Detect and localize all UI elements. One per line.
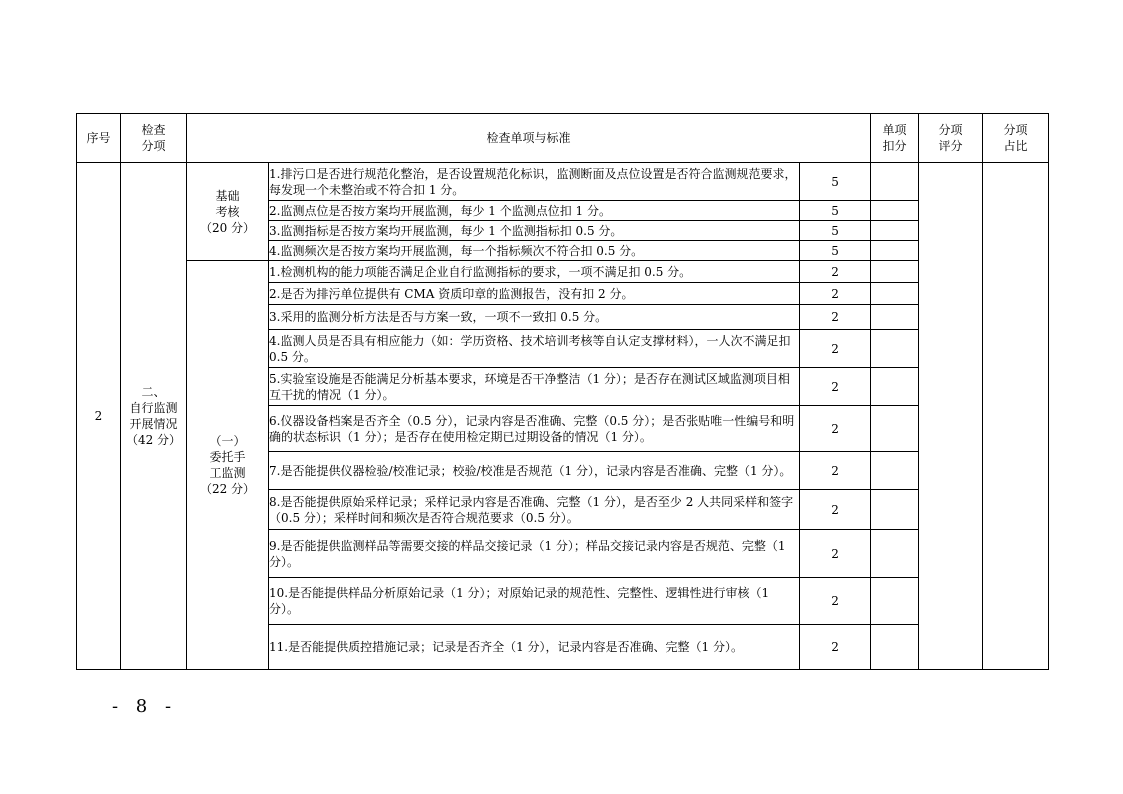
table-row xyxy=(77,163,1049,201)
item-text: 9.是否能提供监测样品等需要交接的样品交接记录（1 分）；样品交接记录内容是否规范、完整（1 分）。 xyxy=(269,530,800,578)
group-title-basic: 基础 考核 （20 分） xyxy=(187,163,269,261)
header-seq: 序号 xyxy=(77,114,121,163)
deduct-cell xyxy=(871,221,919,241)
item-text: 3.采用的监测分析方法是否与方案一致，一项不一致扣 0.5 分。 xyxy=(269,305,800,330)
deduct-cell xyxy=(871,406,919,452)
item-text: 4.监测频次是否按方案均开展监测，每一个指标频次不符合扣 0.5 分。 xyxy=(269,241,800,261)
deduct-cell xyxy=(871,625,919,670)
deduct-cell xyxy=(871,490,919,530)
item-score: 5 xyxy=(800,241,871,261)
inspection-table xyxy=(76,113,1049,670)
section-score-cell xyxy=(919,163,983,670)
page-number: - 8 - xyxy=(112,696,178,717)
item-text: 2.是否为排污单位提供有 CMA 资质印章的监测报告，没有扣 2 分。 xyxy=(269,283,800,305)
item-text: 10.是否能提供样品分析原始记录（1 分）；对原始记录的规范性、完整性、逻辑性进行审核（1 分）。 xyxy=(269,578,800,625)
item-score: 2 xyxy=(800,578,871,625)
item-text: 7.是否能提供仪器检验/校准记录；校验/校准是否规范（1 分），记录内容是否准确、完整（1 分）。 xyxy=(269,452,800,490)
item-text: 8.是否能提供原始采样记录；采样记录内容是否准确、完整（1 分），是否至少 2 人共同采样和签字（0.5 分）；采样时间和频次是否符合规范要求（0.5 分）。 xyxy=(269,490,800,530)
deduct-cell xyxy=(871,578,919,625)
item-text: 1.检测机构的能力项能否满足企业自行监测指标的要求，一项不满足扣 0.5 分。 xyxy=(269,261,800,283)
header-standard: 检查单项与标准 xyxy=(187,114,871,163)
item-text: 3.监测指标是否按方案均开展监测，每少 1 个监测指标扣 0.5 分。 xyxy=(269,221,800,241)
item-score: 2 xyxy=(800,283,871,305)
item-score: 2 xyxy=(800,490,871,530)
item-score: 5 xyxy=(800,201,871,221)
item-score: 2 xyxy=(800,452,871,490)
deduct-cell xyxy=(871,261,919,283)
item-score: 5 xyxy=(800,163,871,201)
deduct-cell xyxy=(871,305,919,330)
section-seq: 2 xyxy=(77,163,121,670)
item-text: 5.实验室设施是否能满足分析基本要求，环境是否干净整洁（1 分）；是否存在测试区域监测项目相互干扰的情况（1 分）。 xyxy=(269,368,800,406)
item-text: 1.排污口是否进行规范化整治，是否设置规范化标识，监测断面及点位设置是否符合监测规范要求，每发现一个未整治或不符合扣 1 分。 xyxy=(269,163,800,201)
deduct-cell xyxy=(871,201,919,221)
group-title-manual: （一） 委托手 工监测 （22 分） xyxy=(187,261,269,670)
header-deduct: 单项 扣分 xyxy=(871,114,919,163)
item-score: 2 xyxy=(800,261,871,283)
section-ratio-cell xyxy=(983,163,1049,670)
deduct-cell xyxy=(871,452,919,490)
header-ratio: 分项 占比 xyxy=(983,114,1049,163)
item-score: 5 xyxy=(800,221,871,241)
table-row xyxy=(77,261,1049,283)
item-score: 2 xyxy=(800,305,871,330)
item-score: 2 xyxy=(800,368,871,406)
item-text: 4.监测人员是否具有相应能力（如：学历资格、技术培训考核等自认定支撑材料），一人次不满足扣 0.5 分。 xyxy=(269,330,800,368)
deduct-cell xyxy=(871,241,919,261)
item-score: 2 xyxy=(800,625,871,670)
header-category: 检查 分项 xyxy=(121,114,187,163)
item-text: 6.仪器设备档案是否齐全（0.5 分），记录内容是否准确、完整（0.5 分）；是否张贴唯一性编号和明确的状态标识（1 分）；是否存在使用检定期已过期设备的情况（1 分）。 xyxy=(269,406,800,452)
section-category: 二、 自行监测 开展情况 （42 分） xyxy=(121,163,187,670)
header-score: 分项 评分 xyxy=(919,114,983,163)
item-text: 2.监测点位是否按方案均开展监测，每少 1 个监测点位扣 1 分。 xyxy=(269,201,800,221)
header-row xyxy=(77,114,1049,163)
deduct-cell xyxy=(871,530,919,578)
item-score: 2 xyxy=(800,330,871,368)
deduct-cell xyxy=(871,368,919,406)
deduct-cell xyxy=(871,330,919,368)
deduct-cell xyxy=(871,283,919,305)
item-text: 11.是否能提供质控措施记录；记录是否齐全（1 分），记录内容是否准确、完整（1 分）。 xyxy=(269,625,800,670)
deduct-cell xyxy=(871,163,919,201)
item-score: 2 xyxy=(800,406,871,452)
item-score: 2 xyxy=(800,530,871,578)
